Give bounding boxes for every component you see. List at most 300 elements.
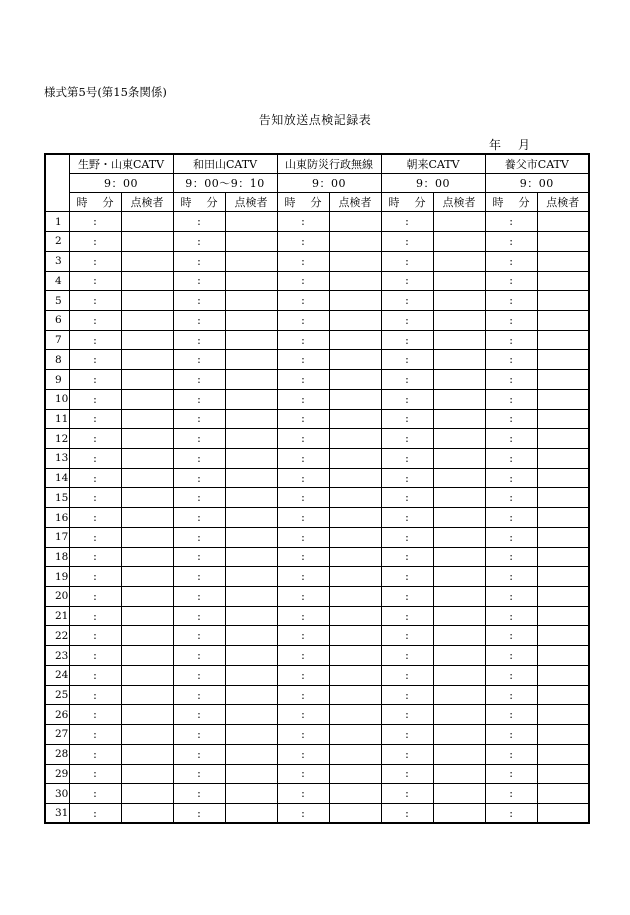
time-entry-cell[interactable]: :: [173, 626, 225, 646]
inspector-entry-cell[interactable]: [225, 330, 277, 350]
inspector-entry-cell[interactable]: [121, 488, 173, 508]
time-entry-cell[interactable]: :: [173, 508, 225, 528]
time-entry-cell[interactable]: :: [173, 744, 225, 764]
time-entry-cell[interactable]: :: [69, 744, 121, 764]
time-entry-cell[interactable]: :: [173, 646, 225, 666]
time-entry-cell[interactable]: :: [173, 803, 225, 823]
time-entry-cell[interactable]: :: [485, 389, 537, 409]
time-entry-cell[interactable]: :: [277, 508, 329, 528]
time-entry-cell[interactable]: :: [381, 409, 433, 429]
inspector-entry-cell[interactable]: [537, 725, 589, 745]
time-entry-cell[interactable]: :: [173, 567, 225, 587]
time-entry-cell[interactable]: :: [69, 488, 121, 508]
inspector-entry-cell[interactable]: [433, 389, 485, 409]
inspector-entry-cell[interactable]: [329, 251, 381, 271]
time-entry-cell[interactable]: :: [381, 271, 433, 291]
time-entry-cell[interactable]: :: [485, 370, 537, 390]
time-entry-cell[interactable]: :: [277, 310, 329, 330]
time-entry-cell[interactable]: :: [173, 685, 225, 705]
inspector-entry-cell[interactable]: [329, 646, 381, 666]
time-entry-cell[interactable]: :: [277, 587, 329, 607]
time-entry-cell[interactable]: :: [173, 764, 225, 784]
inspector-entry-cell[interactable]: [121, 705, 173, 725]
time-entry-cell[interactable]: :: [69, 587, 121, 607]
inspector-entry-cell[interactable]: [225, 527, 277, 547]
inspector-entry-cell[interactable]: [329, 725, 381, 745]
time-entry-cell[interactable]: :: [173, 271, 225, 291]
inspector-entry-cell[interactable]: [433, 547, 485, 567]
inspector-entry-cell[interactable]: [225, 725, 277, 745]
inspector-entry-cell[interactable]: [537, 784, 589, 804]
time-entry-cell[interactable]: :: [277, 764, 329, 784]
time-entry-cell[interactable]: :: [485, 488, 537, 508]
inspector-entry-cell[interactable]: [537, 429, 589, 449]
time-entry-cell[interactable]: :: [381, 429, 433, 449]
inspector-entry-cell[interactable]: [329, 468, 381, 488]
time-entry-cell[interactable]: :: [277, 527, 329, 547]
time-entry-cell[interactable]: :: [173, 665, 225, 685]
inspector-entry-cell[interactable]: [537, 567, 589, 587]
inspector-entry-cell[interactable]: [329, 350, 381, 370]
inspector-entry-cell[interactable]: [225, 468, 277, 488]
inspector-entry-cell[interactable]: [329, 803, 381, 823]
time-entry-cell[interactable]: :: [485, 606, 537, 626]
inspector-entry-cell[interactable]: [225, 764, 277, 784]
inspector-entry-cell[interactable]: [433, 606, 485, 626]
inspector-entry-cell[interactable]: [225, 803, 277, 823]
time-entry-cell[interactable]: :: [173, 409, 225, 429]
time-entry-cell[interactable]: :: [69, 784, 121, 804]
time-entry-cell[interactable]: :: [173, 606, 225, 626]
time-entry-cell[interactable]: :: [381, 725, 433, 745]
time-entry-cell[interactable]: :: [485, 232, 537, 252]
inspector-entry-cell[interactable]: [329, 449, 381, 469]
time-entry-cell[interactable]: :: [69, 685, 121, 705]
inspector-entry-cell[interactable]: [329, 764, 381, 784]
time-entry-cell[interactable]: :: [173, 468, 225, 488]
inspector-entry-cell[interactable]: [225, 429, 277, 449]
inspector-entry-cell[interactable]: [225, 271, 277, 291]
inspector-entry-cell[interactable]: [433, 251, 485, 271]
inspector-entry-cell[interactable]: [121, 389, 173, 409]
inspector-entry-cell[interactable]: [225, 251, 277, 271]
time-entry-cell[interactable]: :: [381, 251, 433, 271]
inspector-entry-cell[interactable]: [121, 271, 173, 291]
inspector-entry-cell[interactable]: [329, 212, 381, 232]
inspector-entry-cell[interactable]: [433, 587, 485, 607]
time-entry-cell[interactable]: :: [277, 271, 329, 291]
time-entry-cell[interactable]: :: [277, 567, 329, 587]
inspector-entry-cell[interactable]: [537, 685, 589, 705]
time-entry-cell[interactable]: :: [381, 449, 433, 469]
time-entry-cell[interactable]: :: [173, 350, 225, 370]
inspector-entry-cell[interactable]: [329, 310, 381, 330]
time-entry-cell[interactable]: :: [173, 527, 225, 547]
inspector-entry-cell[interactable]: [537, 212, 589, 232]
time-entry-cell[interactable]: :: [277, 488, 329, 508]
time-entry-cell[interactable]: :: [69, 310, 121, 330]
inspector-entry-cell[interactable]: [537, 764, 589, 784]
time-entry-cell[interactable]: :: [277, 547, 329, 567]
time-entry-cell[interactable]: :: [485, 330, 537, 350]
inspector-entry-cell[interactable]: [329, 330, 381, 350]
inspector-entry-cell[interactable]: [225, 626, 277, 646]
time-entry-cell[interactable]: :: [69, 330, 121, 350]
time-entry-cell[interactable]: :: [485, 685, 537, 705]
inspector-entry-cell[interactable]: [537, 232, 589, 252]
time-entry-cell[interactable]: :: [173, 449, 225, 469]
time-entry-cell[interactable]: :: [277, 803, 329, 823]
time-entry-cell[interactable]: :: [69, 665, 121, 685]
inspector-entry-cell[interactable]: [225, 310, 277, 330]
inspector-entry-cell[interactable]: [329, 665, 381, 685]
time-entry-cell[interactable]: :: [69, 725, 121, 745]
inspector-entry-cell[interactable]: [329, 232, 381, 252]
inspector-entry-cell[interactable]: [537, 370, 589, 390]
time-entry-cell[interactable]: :: [485, 212, 537, 232]
time-entry-cell[interactable]: :: [485, 527, 537, 547]
time-entry-cell[interactable]: :: [381, 547, 433, 567]
inspector-entry-cell[interactable]: [225, 646, 277, 666]
inspector-entry-cell[interactable]: [433, 271, 485, 291]
inspector-entry-cell[interactable]: [537, 389, 589, 409]
inspector-entry-cell[interactable]: [433, 784, 485, 804]
inspector-entry-cell[interactable]: [329, 567, 381, 587]
time-entry-cell[interactable]: :: [69, 527, 121, 547]
time-entry-cell[interactable]: :: [277, 449, 329, 469]
inspector-entry-cell[interactable]: [537, 271, 589, 291]
inspector-entry-cell[interactable]: [433, 567, 485, 587]
inspector-entry-cell[interactable]: [121, 370, 173, 390]
time-entry-cell[interactable]: :: [485, 803, 537, 823]
time-entry-cell[interactable]: :: [381, 310, 433, 330]
time-entry-cell[interactable]: :: [69, 429, 121, 449]
time-entry-cell[interactable]: :: [485, 350, 537, 370]
inspector-entry-cell[interactable]: [433, 429, 485, 449]
inspector-entry-cell[interactable]: [329, 784, 381, 804]
time-entry-cell[interactable]: :: [485, 626, 537, 646]
time-entry-cell[interactable]: :: [381, 212, 433, 232]
inspector-entry-cell[interactable]: [225, 685, 277, 705]
time-entry-cell[interactable]: :: [277, 350, 329, 370]
time-entry-cell[interactable]: :: [485, 587, 537, 607]
time-entry-cell[interactable]: :: [485, 508, 537, 528]
inspector-entry-cell[interactable]: [329, 370, 381, 390]
time-entry-cell[interactable]: :: [69, 705, 121, 725]
inspector-entry-cell[interactable]: [537, 527, 589, 547]
inspector-entry-cell[interactable]: [329, 587, 381, 607]
inspector-entry-cell[interactable]: [121, 527, 173, 547]
inspector-entry-cell[interactable]: [225, 547, 277, 567]
inspector-entry-cell[interactable]: [537, 606, 589, 626]
inspector-entry-cell[interactable]: [537, 646, 589, 666]
time-entry-cell[interactable]: :: [277, 705, 329, 725]
time-entry-cell[interactable]: :: [69, 409, 121, 429]
inspector-entry-cell[interactable]: [433, 646, 485, 666]
time-entry-cell[interactable]: :: [381, 291, 433, 311]
inspector-entry-cell[interactable]: [121, 744, 173, 764]
inspector-entry-cell[interactable]: [537, 626, 589, 646]
inspector-entry-cell[interactable]: [225, 488, 277, 508]
time-entry-cell[interactable]: :: [277, 626, 329, 646]
inspector-entry-cell[interactable]: [121, 725, 173, 745]
inspector-entry-cell[interactable]: [537, 665, 589, 685]
inspector-entry-cell[interactable]: [537, 330, 589, 350]
inspector-entry-cell[interactable]: [433, 764, 485, 784]
inspector-entry-cell[interactable]: [537, 587, 589, 607]
time-entry-cell[interactable]: :: [381, 606, 433, 626]
inspector-entry-cell[interactable]: [121, 508, 173, 528]
inspector-entry-cell[interactable]: [121, 626, 173, 646]
inspector-entry-cell[interactable]: [121, 547, 173, 567]
time-entry-cell[interactable]: :: [277, 212, 329, 232]
inspector-entry-cell[interactable]: [433, 350, 485, 370]
inspector-entry-cell[interactable]: [225, 567, 277, 587]
time-entry-cell[interactable]: :: [173, 389, 225, 409]
time-entry-cell[interactable]: :: [69, 350, 121, 370]
inspector-entry-cell[interactable]: [121, 251, 173, 271]
inspector-entry-cell[interactable]: [329, 291, 381, 311]
inspector-entry-cell[interactable]: [433, 803, 485, 823]
time-entry-cell[interactable]: :: [381, 232, 433, 252]
inspector-entry-cell[interactable]: [537, 705, 589, 725]
time-entry-cell[interactable]: :: [381, 330, 433, 350]
inspector-entry-cell[interactable]: [537, 291, 589, 311]
inspector-entry-cell[interactable]: [433, 468, 485, 488]
inspector-entry-cell[interactable]: [225, 665, 277, 685]
inspector-entry-cell[interactable]: [329, 488, 381, 508]
inspector-entry-cell[interactable]: [433, 310, 485, 330]
inspector-entry-cell[interactable]: [225, 705, 277, 725]
time-entry-cell[interactable]: :: [277, 725, 329, 745]
time-entry-cell[interactable]: :: [485, 409, 537, 429]
inspector-entry-cell[interactable]: [537, 488, 589, 508]
inspector-entry-cell[interactable]: [225, 232, 277, 252]
time-entry-cell[interactable]: :: [277, 370, 329, 390]
time-entry-cell[interactable]: :: [485, 646, 537, 666]
time-entry-cell[interactable]: :: [485, 764, 537, 784]
inspector-entry-cell[interactable]: [121, 606, 173, 626]
inspector-entry-cell[interactable]: [329, 429, 381, 449]
time-entry-cell[interactable]: :: [485, 429, 537, 449]
time-entry-cell[interactable]: :: [69, 626, 121, 646]
time-entry-cell[interactable]: :: [173, 587, 225, 607]
inspector-entry-cell[interactable]: [537, 547, 589, 567]
inspector-entry-cell[interactable]: [225, 212, 277, 232]
time-entry-cell[interactable]: :: [485, 271, 537, 291]
time-entry-cell[interactable]: :: [277, 665, 329, 685]
time-entry-cell[interactable]: :: [277, 232, 329, 252]
time-entry-cell[interactable]: :: [173, 251, 225, 271]
time-entry-cell[interactable]: :: [485, 547, 537, 567]
inspector-entry-cell[interactable]: [433, 685, 485, 705]
time-entry-cell[interactable]: :: [277, 291, 329, 311]
time-entry-cell[interactable]: :: [173, 429, 225, 449]
time-entry-cell[interactable]: :: [173, 330, 225, 350]
time-entry-cell[interactable]: :: [485, 291, 537, 311]
inspector-entry-cell[interactable]: [433, 330, 485, 350]
inspector-entry-cell[interactable]: [121, 567, 173, 587]
time-entry-cell[interactable]: :: [381, 370, 433, 390]
inspector-entry-cell[interactable]: [121, 784, 173, 804]
time-entry-cell[interactable]: :: [381, 744, 433, 764]
time-entry-cell[interactable]: :: [277, 429, 329, 449]
inspector-entry-cell[interactable]: [121, 350, 173, 370]
inspector-entry-cell[interactable]: [433, 212, 485, 232]
inspector-entry-cell[interactable]: [225, 350, 277, 370]
inspector-entry-cell[interactable]: [433, 744, 485, 764]
time-entry-cell[interactable]: :: [485, 251, 537, 271]
time-entry-cell[interactable]: :: [381, 803, 433, 823]
time-entry-cell[interactable]: :: [485, 784, 537, 804]
time-entry-cell[interactable]: :: [277, 330, 329, 350]
time-entry-cell[interactable]: :: [173, 212, 225, 232]
time-entry-cell[interactable]: :: [69, 232, 121, 252]
time-entry-cell[interactable]: :: [173, 310, 225, 330]
time-entry-cell[interactable]: :: [381, 665, 433, 685]
time-entry-cell[interactable]: :: [485, 468, 537, 488]
inspector-entry-cell[interactable]: [537, 310, 589, 330]
inspector-entry-cell[interactable]: [537, 508, 589, 528]
inspector-entry-cell[interactable]: [329, 626, 381, 646]
time-entry-cell[interactable]: :: [485, 567, 537, 587]
inspector-entry-cell[interactable]: [433, 449, 485, 469]
inspector-entry-cell[interactable]: [537, 803, 589, 823]
inspector-entry-cell[interactable]: [121, 646, 173, 666]
time-entry-cell[interactable]: :: [381, 784, 433, 804]
inspector-entry-cell[interactable]: [433, 232, 485, 252]
time-entry-cell[interactable]: :: [381, 527, 433, 547]
time-entry-cell[interactable]: :: [69, 764, 121, 784]
inspector-entry-cell[interactable]: [329, 389, 381, 409]
time-entry-cell[interactable]: :: [277, 468, 329, 488]
time-entry-cell[interactable]: :: [69, 567, 121, 587]
time-entry-cell[interactable]: :: [381, 587, 433, 607]
inspector-entry-cell[interactable]: [225, 291, 277, 311]
inspector-entry-cell[interactable]: [121, 803, 173, 823]
inspector-entry-cell[interactable]: [225, 389, 277, 409]
time-entry-cell[interactable]: :: [277, 784, 329, 804]
inspector-entry-cell[interactable]: [225, 370, 277, 390]
inspector-entry-cell[interactable]: [537, 409, 589, 429]
inspector-entry-cell[interactable]: [433, 527, 485, 547]
time-entry-cell[interactable]: :: [485, 449, 537, 469]
time-entry-cell[interactable]: :: [381, 764, 433, 784]
inspector-entry-cell[interactable]: [121, 468, 173, 488]
time-entry-cell[interactable]: :: [277, 389, 329, 409]
inspector-entry-cell[interactable]: [329, 271, 381, 291]
inspector-entry-cell[interactable]: [225, 409, 277, 429]
time-entry-cell[interactable]: :: [277, 251, 329, 271]
time-entry-cell[interactable]: :: [277, 409, 329, 429]
time-entry-cell[interactable]: :: [381, 488, 433, 508]
inspector-entry-cell[interactable]: [121, 291, 173, 311]
inspector-entry-cell[interactable]: [433, 508, 485, 528]
time-entry-cell[interactable]: :: [69, 468, 121, 488]
time-entry-cell[interactable]: :: [69, 212, 121, 232]
inspector-entry-cell[interactable]: [225, 606, 277, 626]
time-entry-cell[interactable]: :: [69, 251, 121, 271]
inspector-entry-cell[interactable]: [433, 705, 485, 725]
inspector-entry-cell[interactable]: [329, 685, 381, 705]
inspector-entry-cell[interactable]: [121, 665, 173, 685]
inspector-entry-cell[interactable]: [433, 291, 485, 311]
inspector-entry-cell[interactable]: [121, 212, 173, 232]
inspector-entry-cell[interactable]: [433, 725, 485, 745]
inspector-entry-cell[interactable]: [329, 547, 381, 567]
inspector-entry-cell[interactable]: [537, 350, 589, 370]
inspector-entry-cell[interactable]: [433, 665, 485, 685]
inspector-entry-cell[interactable]: [433, 370, 485, 390]
time-entry-cell[interactable]: :: [485, 725, 537, 745]
time-entry-cell[interactable]: :: [277, 606, 329, 626]
time-entry-cell[interactable]: :: [277, 744, 329, 764]
time-entry-cell[interactable]: :: [173, 725, 225, 745]
inspector-entry-cell[interactable]: [433, 488, 485, 508]
inspector-entry-cell[interactable]: [329, 508, 381, 528]
inspector-entry-cell[interactable]: [329, 744, 381, 764]
inspector-entry-cell[interactable]: [433, 409, 485, 429]
inspector-entry-cell[interactable]: [329, 705, 381, 725]
time-entry-cell[interactable]: :: [69, 449, 121, 469]
time-entry-cell[interactable]: :: [173, 488, 225, 508]
inspector-entry-cell[interactable]: [537, 449, 589, 469]
inspector-entry-cell[interactable]: [121, 310, 173, 330]
inspector-entry-cell[interactable]: [121, 232, 173, 252]
inspector-entry-cell[interactable]: [225, 587, 277, 607]
time-entry-cell[interactable]: :: [485, 705, 537, 725]
time-entry-cell[interactable]: :: [381, 508, 433, 528]
time-entry-cell[interactable]: :: [173, 547, 225, 567]
inspector-entry-cell[interactable]: [121, 409, 173, 429]
time-entry-cell[interactable]: :: [485, 310, 537, 330]
inspector-entry-cell[interactable]: [121, 587, 173, 607]
time-entry-cell[interactable]: :: [381, 685, 433, 705]
time-entry-cell[interactable]: :: [173, 291, 225, 311]
time-entry-cell[interactable]: :: [69, 508, 121, 528]
inspector-entry-cell[interactable]: [121, 764, 173, 784]
inspector-entry-cell[interactable]: [225, 744, 277, 764]
time-entry-cell[interactable]: :: [69, 291, 121, 311]
inspector-entry-cell[interactable]: [225, 508, 277, 528]
time-entry-cell[interactable]: :: [69, 547, 121, 567]
inspector-entry-cell[interactable]: [329, 606, 381, 626]
time-entry-cell[interactable]: :: [381, 646, 433, 666]
inspector-entry-cell[interactable]: [121, 330, 173, 350]
time-entry-cell[interactable]: :: [485, 665, 537, 685]
inspector-entry-cell[interactable]: [225, 784, 277, 804]
time-entry-cell[interactable]: :: [69, 271, 121, 291]
time-entry-cell[interactable]: :: [381, 705, 433, 725]
time-entry-cell[interactable]: :: [277, 685, 329, 705]
inspector-entry-cell[interactable]: [121, 449, 173, 469]
time-entry-cell[interactable]: :: [381, 567, 433, 587]
inspector-entry-cell[interactable]: [537, 251, 589, 271]
time-entry-cell[interactable]: :: [485, 744, 537, 764]
inspector-entry-cell[interactable]: [225, 449, 277, 469]
time-entry-cell[interactable]: :: [381, 468, 433, 488]
time-entry-cell[interactable]: :: [173, 705, 225, 725]
inspector-entry-cell[interactable]: [433, 626, 485, 646]
time-entry-cell[interactable]: :: [277, 646, 329, 666]
inspector-entry-cell[interactable]: [537, 744, 589, 764]
time-entry-cell[interactable]: :: [69, 606, 121, 626]
time-entry-cell[interactable]: :: [381, 389, 433, 409]
time-entry-cell[interactable]: :: [69, 389, 121, 409]
time-entry-cell[interactable]: :: [173, 370, 225, 390]
time-entry-cell[interactable]: :: [173, 784, 225, 804]
inspector-entry-cell[interactable]: [329, 527, 381, 547]
